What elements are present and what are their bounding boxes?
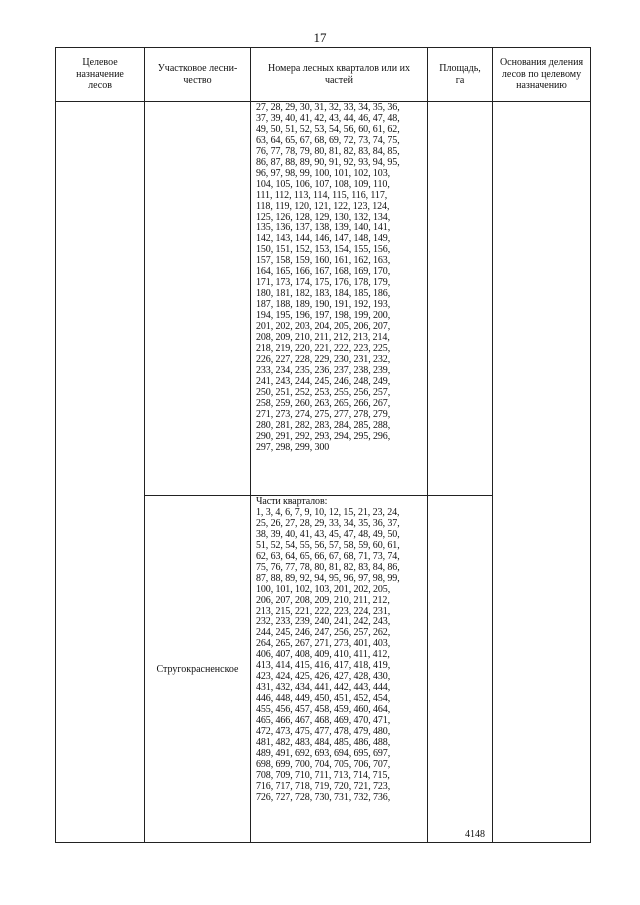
page-number: 17 [313, 30, 327, 45]
table-row [56, 102, 591, 496]
quarter-numbers-cell: Части кварталов: 1, 3, 4, 6, 7, 9, 10, 12, 15, 21, 23, 24, 25, 26, 27, 28, 29, 33, 34, 35, 36, 37, 38, 39, 40, 41, 43, 45, 47, 48, 49, 50, 51, 52, 54, 55, 56, 57, 58, 59, 60, 61, 62, 63, 64, 65, 66, 67, 68, 71, 73, 74, 75, 76, 77, 78, 80, 81, 82, 83, 84, 86, 87, 88, 89, 92, 94, 95, 96, 97, 98, 99, 100, 101, 102, 103, 201, 202, 205, 206, 207, 208, 209, 210, 211, 212, 213, 215, 221, 222, 223, 224, 231, 232, 233, 239, 240, 241, 242, 243, 244, 245, 246, 247, 256, 257, 262, 264, 265, 267, 271, 273, 401, 403, 406, 407, 408, 409, 410, 411, 412, 413, 414, 415, 416, 417, 418, 419, 423, 424, 425, 426, 427, 428, 430, 431, 432, 434, 441, 442, 443, 444, 446, 448, 449, 450, 451, 452, 454, 455, 456, 457, 458, 459, 460, 464, 465, 466, 467, 468, 469, 470, 471, 472, 473, 475, 477, 478, 479, 480, 481, 482, 483, 484, 485, 486, 488, 489, 491, 692, 693, 694, 695, 697, 698, 699, 700, 704, 705, 706, 707, 708, 709, 710, 711, 713, 714, 715, 716, 717, 718, 719, 720, 721, 723, 726, 727, 728, 730, 731, 732, 736, [251, 496, 428, 843]
area-cell [428, 102, 493, 496]
header-division-basis: Основания деления лесов по целевому назначению [493, 48, 591, 102]
district-cell: Стругокрасненское [145, 496, 251, 843]
table-header-row [56, 48, 591, 102]
header-area: Площадь, га [428, 48, 493, 102]
header-district-forestry: Участковое лесни- чество [145, 48, 251, 102]
header-forest-purpose: Целевое назначение лесов [56, 48, 145, 102]
division-basis-cell [493, 102, 591, 843]
forest-purpose-cell [56, 102, 145, 843]
area-cell: 4148 [428, 496, 493, 843]
header-quarter-numbers: Номера лесных кварталов или их частей [251, 48, 428, 102]
district-cell [145, 102, 251, 496]
quarter-numbers-cell: 27, 28, 29, 30, 31, 32, 33, 34, 35, 36, 37, 39, 40, 41, 42, 43, 44, 46, 47, 48, 49, 50, 51, 52, 53, 54, 56, 60, 61, 62, 63, 64, 65, 67, 68, 69, 72, 73, 74, 75, 76, 77, 78, 79, 80, 81, 82, 83, 84, 85, 86, 87, 88, 89, 90, 91, 92, 93, 94, 95, 96, 97, 98, 99, 100, 101, 102, 103, 104, 105, 106, 107, 108, 109, 110, 111, 112, 113, 114, 115, 116, 117, 118, 119, 120, 121, 122, 123, 124, 125, 126, 128, 129, 130, 132, 134, 135, 136, 137, 138, 139, 140, 141, 142, 143, 144, 146, 147, 148, 149, 150, 151, 152, 153, 154, 155, 156, 157, 158, 159, 160, 161, 162, 163, 164, 165, 166, 167, 168, 169, 170, 171, 173, 174, 175, 176, 178, 179, 180, 181, 182, 183, 184, 185, 186, 187, 188, 189, 190, 191, 192, 193, 194, 195, 196, 197, 198, 199, 200, 201, 202, 203, 204, 205, 206, 207, 208, 209, 210, 211, 212, 213, 214, 218, 219, 220, 221, 222, 223, 225, 226, 227, 228, 229, 230, 231, 232, 233, 234, 235, 236, 237, 238, 239, 241, 243, 244, 245, 246, 248, 249, 250, 251, 252, 253, 255, 256, 257, 258, 259, 260, 263, 265, 266, 267, 271, 273, 274, 275, 277, 278, 279, 280, 281, 282, 283, 284, 285, 288, 290, 291, 292, 293, 294, 295, 296, 297, 298, 299, 300 [251, 102, 428, 496]
forest-purpose-table [55, 47, 591, 843]
